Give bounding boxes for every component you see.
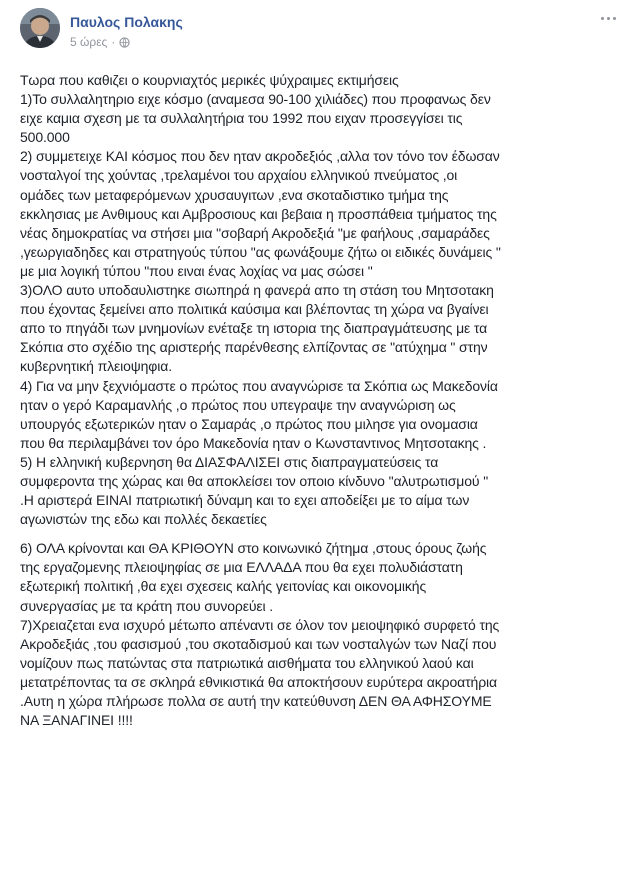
more-dot-icon xyxy=(613,17,616,20)
post-body xyxy=(20,71,625,730)
post-time[interactable]: 5 ώρες xyxy=(70,35,108,49)
author-name[interactable]: Παυλος Πολακης xyxy=(70,14,183,30)
more-options-button[interactable] xyxy=(596,10,620,26)
post-paragraph-1: Τωρα που καθιζει ο κουρνιαχτός μερικές ψύχραιμες εκτιμήσεις 1)Το συλλαλητηριο ειχε κόσμο (αναμεσα 90-100 χιλιάδες) που προφανως δεν ειχε καμια σχεση με τα συλλαλητήρια του 1992 που ειχαν προσεγγίσει τις 500.000 2) συμμετειχε ΚΑΙ κόσμος που δεν ηταν ακροδεξιός ,αλλα τον τόνο τον έδωσαν νοσταλγοί της χούντας ,τρελαμένοι του αρχαίου ελληνικού πνεύματος ,οι ομάδες των μεταφερόμενων χρυσαυγιτων ,ενα σκοταδιστικο τμήμα της εκκλησιας με Ανθιμους και Αμβροσιους και βεβαια η προσπάθεια τμήματος της νέας δημοκρατίας να στήσει μια "σοβαρή Ακροδεξιά "με φαήλους ,σαμαράδες ,γεωργιαδηδες και στρατηγούς τύπου "ας φωνάξουμε ζήτω οι ειδικές δυνάμεις " με μια λογική τύπου "που ειναι ένας λοχίας να μας σώσει " 3)ΟΛΟ αυτο υποδαυλιστηκε σιωπηρά η φανερά απο τη στάση του Μητσοτακη που έχοντας ξεμείνει απο πολιτικά καύσιμα και βλέποντας τη χώρα να βγαίνει απο το πηγάδι των μνημονίων ενέταξε τη ιστορια της διαπραγμάτευσης με τα Σκόπια στο σχέδιο της αριστερής παρένθεσης ελπίζοντας σε "ατύχημα " στην κυβερνητική πλειοψηφια. 4) Για να μην ξεχνιόμαστε ο πρώτος που αναγνώρισε τα Σκόπια ως Μακεδονία ηταν ο γερό Καραμανλής ,ο πρώτος που υπεγραψε την αναγνώριση ως υπουργός εξωτερικών ηταν ο Σαμαράς ,ο πρώτος που μιλησε για ονομασια που θα περιλαμβάνει τον όρο Μακεδονία ηταν ο Κωνσταντινος Μητσοτακης . 5) Η ελληνική κυβερνηση θα ΔΙΑΣΦΑΛΙΣΕΙ στις διαπραγματεύσεις τα συμφεροντα της χώρας και θα αποκλείσει τον οποιο κίνδυνο "αλυτρωτισμού " .Η αριστερά ΕΙΝΑΙ πατριωτική δύναμη και το εχει αποδείξει με το αίμα των αγωνιστών της εδω και πολλές δεκαετίες xyxy=(20,72,501,528)
paragraph-gap xyxy=(20,529,625,539)
avatar-photo-icon xyxy=(20,8,60,48)
post-paragraph-2: 6) ΟΛΑ κρίνονται και ΘΑ ΚΡΙΘΟΥΝ στο κοινωνικό ζήτημα ,στους όρους ζωής της εργαζομενης πλειοψηφίας σε μια ΕΛΛΑΔΑ που θα εχει πολυδιάστατη εξωτερική πολιτική ,θα εχει σχεσεις καλής γειτονίας και οικονομικής συνεργασίας με τα κράτη που συνορεύει . 7)Χρειαζεται ενα ισχυρό μέτωπο απέναντι σε όλον τον μειοψηφικό συρφετό της Ακροδεξιάς ,του φασισμού ,του σκοταδισμού και των νοσταλγών των Ναζί που νομίζουν πως πατώντας στα πατριωτικά αισθήματα του ελληνικού λαού και μετατρέποντας τα σε σκληρά εθνικιστικά θα αποκτήσουν ευρύτερα ακροατήρια .Αυτη η χώρα πλήρωσε πολλα σε αυτή την κατεύθυνση ΔΕΝ ΘΑ ΑΦΗΣΟΥΜΕ ΝΑ ΞΑΝΑΓΙΝΕΙ !!!! xyxy=(20,540,500,729)
meta-separator: · xyxy=(111,35,116,49)
globe-icon[interactable] xyxy=(119,37,130,48)
post-meta xyxy=(70,35,130,49)
post-header xyxy=(20,8,620,58)
avatar[interactable] xyxy=(20,8,60,48)
more-dot-icon xyxy=(607,17,610,20)
more-dot-icon xyxy=(601,17,604,20)
